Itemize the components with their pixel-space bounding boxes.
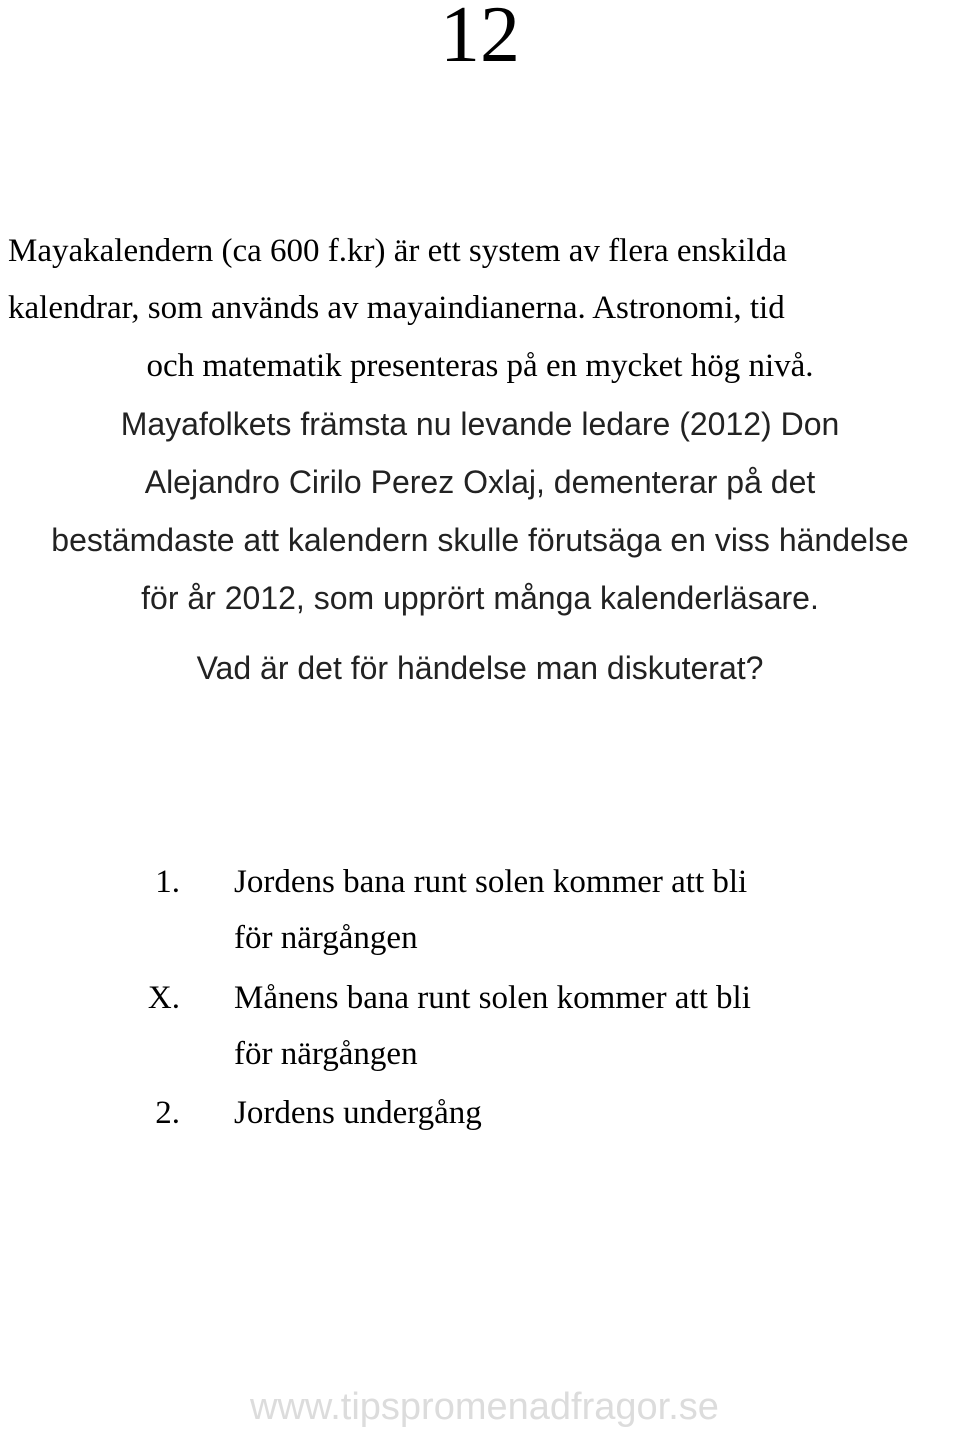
option-text: Jordens undergång [234, 1095, 482, 1131]
question-line: Alejandro Cirilo Perez Oxlaj, dementerar på det [144, 464, 816, 500]
question-line: Mayafolkets främsta nu levande ledare (2012) Don [120, 406, 840, 442]
question-line: kalendrar, som används av mayaindianerna. Astronomi, tid [8, 290, 785, 326]
option-marker: 1. [155, 864, 180, 900]
question-line: och matematik presenteras på en mycket hög nivå. [146, 348, 814, 384]
option-marker: 2. [155, 1095, 180, 1131]
option-text: Jordens bana runt solen kommer att bli [234, 864, 748, 900]
question-line: för år 2012, som upprört många kalenderläsare. [141, 580, 819, 616]
question-line: Mayakalendern (ca 600 f.kr) är ett system av flera enskilda [8, 233, 787, 269]
question-prompt: Vad är det för händelse man diskuterat? [196, 650, 764, 686]
option-text: för närgången [234, 1036, 418, 1072]
option-text: Månens bana runt solen kommer att bli [234, 980, 751, 1016]
option-marker: X. [147, 980, 180, 1016]
footer-website: www.tipspromenadfragor.se [250, 1386, 719, 1428]
option-text: för närgången [234, 920, 418, 956]
question-line: bestämdaste att kalendern skulle förutsäga en viss händelse [51, 522, 909, 558]
page-number: 12 [440, 0, 520, 79]
